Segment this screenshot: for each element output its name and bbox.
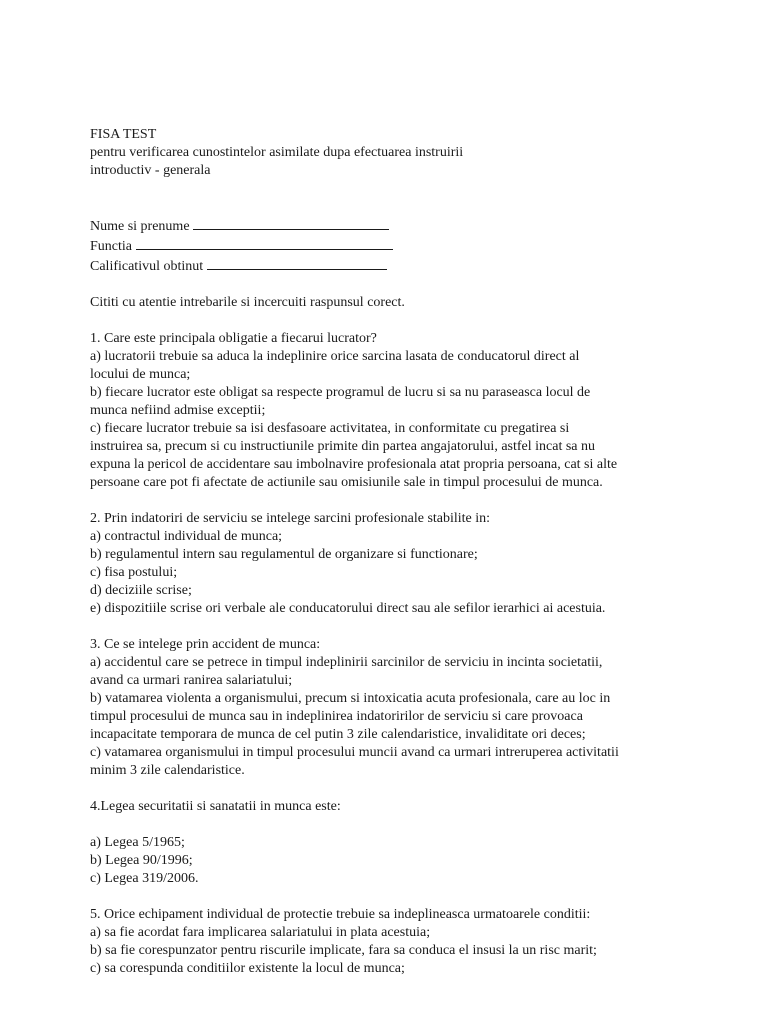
question-text: 4.Legea securitatii si sanatatii in munca este: xyxy=(90,799,341,814)
document-title: FISA TEST xyxy=(90,127,157,142)
spacer xyxy=(90,888,690,906)
question-block xyxy=(90,330,690,492)
answer-option-line[interactable]: a) contractul individual de munca; xyxy=(90,529,283,544)
spacer xyxy=(90,816,690,834)
answer-option-line[interactable]: a) lucratorii trebuie sa aduca la indeplinire orice sarcina lasata de conducatorul direct al xyxy=(90,349,580,364)
function-blank-line[interactable] xyxy=(136,236,393,250)
qualification-blank-line[interactable] xyxy=(207,256,387,270)
name-blank-line[interactable] xyxy=(193,216,389,230)
answer-option-line: locului de munca; xyxy=(90,367,191,382)
answer-option-line[interactable]: b) Legea 90/1996; xyxy=(90,853,193,868)
function-field xyxy=(90,236,690,256)
answer-option-line[interactable]: c) sa corespunda conditiilor existente la locul de munca; xyxy=(90,961,405,976)
questions-list xyxy=(90,330,690,978)
question-text: 1. Care este principala obligatie a fiecarui lucrator? xyxy=(90,331,377,346)
answer-option-line[interactable]: c) vatamarea organismului in timpul procesului muncii avand ca urmari intreruperea activitatii xyxy=(90,745,619,760)
answer-option-line[interactable]: b) sa fie corespunzator pentru riscurile implicate, fara sa conduca el insusi la un risc marit; xyxy=(90,943,597,958)
question-block xyxy=(90,906,690,978)
document-subtitle-line-1: pentru verificarea cunostintelor asimilate dupa efectuarea instruirii xyxy=(90,145,464,160)
answer-option-line: instruirea sa, precum si cu instructiunile primite din partea angajatorului, astfel incat sa nu xyxy=(90,439,596,454)
answer-option-line[interactable]: c) Legea 319/2006. xyxy=(90,871,199,886)
answer-option-line: incapacitate temporara de munca de cel putin 3 zile calendaristice, invaliditate ori deces; xyxy=(90,727,586,742)
answer-option-line[interactable]: a) sa fie acordat fara implicarea salariatului in plata acestuia; xyxy=(90,925,431,940)
instructions-text: Cititi cu atentie intrebarile si incercuiti raspunsul corect. xyxy=(90,295,405,310)
question-text: 2. Prin indatoriri de serviciu se intelege sarcini profesionale stabilite in: xyxy=(90,511,491,526)
answer-option-line[interactable]: e) dispozitiile scrise ori verbale ale conducatorului direct sau ale sefilor ierarhici ai acestuia. xyxy=(90,601,606,616)
question-text: 3. Ce se intelege prin accident de munca: xyxy=(90,637,321,652)
answer-option-line[interactable]: b) vatamarea violenta a organismului, precum si intoxicatia acuta profesionala, care au loc in xyxy=(90,691,611,706)
personal-info-section xyxy=(90,216,690,276)
qualification-field xyxy=(90,256,690,276)
function-label: Functia xyxy=(90,239,132,254)
spacer xyxy=(90,276,690,294)
answer-option-line[interactable]: d) deciziile scrise; xyxy=(90,583,192,598)
name-field xyxy=(90,216,690,236)
question-block xyxy=(90,636,690,780)
answer-option-line[interactable]: c) fisa postului; xyxy=(90,565,178,580)
document-subtitle-line-2: introductiv - generala xyxy=(90,163,211,178)
spacer xyxy=(90,780,690,798)
spacer xyxy=(90,492,690,510)
answer-option-line[interactable]: a) accidentul care se petrece in timpul indeplinirii sarcinilor de serviciu in incinta societatii, xyxy=(90,655,603,670)
test-sheet xyxy=(90,126,690,978)
question-block xyxy=(90,510,690,618)
question-block xyxy=(90,798,690,888)
spacer xyxy=(90,198,690,216)
answer-option-line: munca nefiind admise exceptii; xyxy=(90,403,266,418)
answer-option-line: minim 3 zile calendaristice. xyxy=(90,763,245,778)
question-text: 5. Orice echipament individual de protectie trebuie sa indeplineasca urmatoarele conditii: xyxy=(90,907,591,922)
spacer xyxy=(90,618,690,636)
name-label: Nume si prenume xyxy=(90,219,190,234)
answer-option-line: avand ca urmari ranirea salariatului; xyxy=(90,673,293,688)
answer-option-line[interactable]: b) fiecare lucrator este obligat sa respecte programul de lucru si sa nu paraseasca locul de xyxy=(90,385,591,400)
answer-option-line: timpul procesului de munca sau in indeplinirea indatoririlor de serviciu si care provoaca xyxy=(90,709,583,724)
answer-option-line: persoane care pot fi afectate de actiunile sau omisiunile sale in timpul procesului de munca. xyxy=(90,475,603,490)
answer-option-line: expuna la pericol de accidentare sau imbolnavire profesionala atat propria persoana, cat si alte xyxy=(90,457,618,472)
answer-option-line[interactable]: b) regulamentul intern sau regulamentul de organizare si functionare; xyxy=(90,547,478,562)
answer-option-line[interactable]: a) Legea 5/1965; xyxy=(90,835,185,850)
answer-option-line[interactable]: c) fiecare lucrator trebuie sa isi desfasoare activitatea, in conformitate cu pregatirea si xyxy=(90,421,570,436)
spacer xyxy=(90,312,690,330)
qualification-label: Calificativul obtinut xyxy=(90,259,204,274)
spacer xyxy=(90,180,690,198)
